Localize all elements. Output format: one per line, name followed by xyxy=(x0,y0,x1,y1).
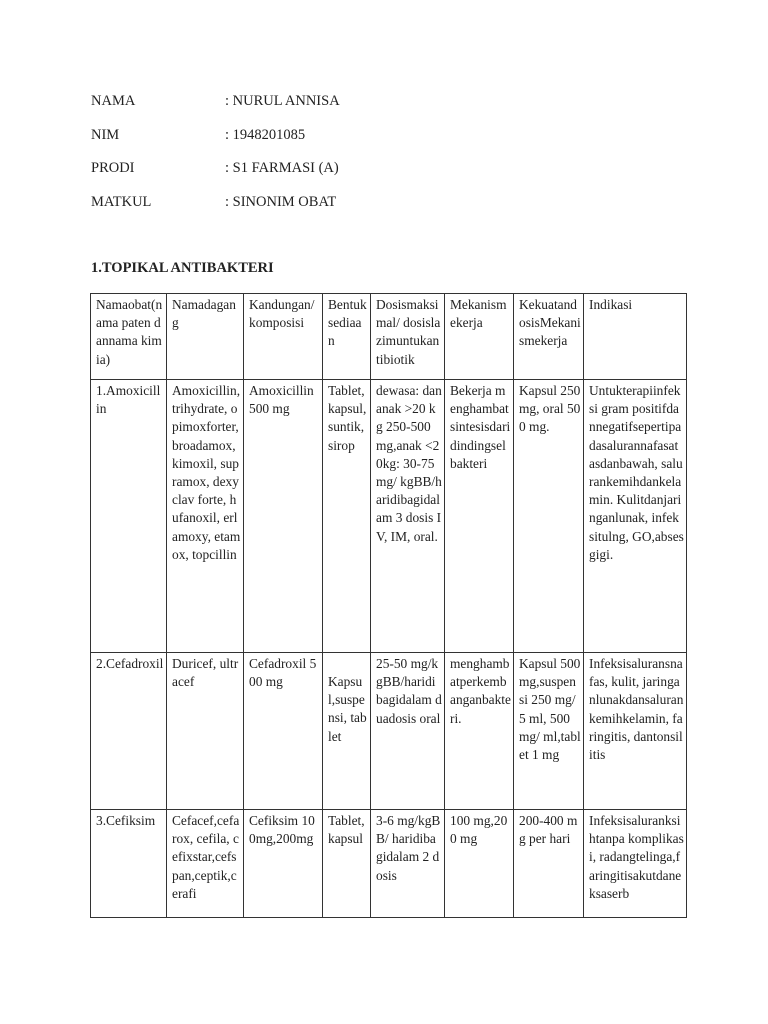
identity-row-matkul xyxy=(91,194,340,228)
cell-kekuatan-dosis: Kapsul 500 mg,suspensi 250 mg/ 5 ml, 500 mg/ ml,tablet 1 mg xyxy=(514,653,584,810)
table-header-row xyxy=(91,294,687,380)
column-header-dosis: Dosismaksimal/ dosislazimuntukantibiotik xyxy=(371,294,445,380)
identity-block xyxy=(91,93,340,227)
identity-row-nama xyxy=(91,93,340,127)
identity-row-nim xyxy=(91,127,340,161)
column-header-bentuk-sediaan: Bentuksediaan xyxy=(323,294,371,380)
nama-value: : NURUL ANNISA xyxy=(225,93,340,109)
matkul-label: MATKUL xyxy=(91,193,152,210)
cell-kekuatan-dosis: 200-400 mg per hari xyxy=(514,810,584,918)
nim-value: : 1948201085 xyxy=(225,126,306,143)
cell-nama-obat: 1.Amoxicillin xyxy=(91,380,167,653)
cell-bentuk-sediaan-text: Kapsul,suspensi, tablet xyxy=(328,674,367,744)
cell-mekanisme: 100 mg,200 mg xyxy=(445,810,514,918)
table-row xyxy=(91,653,687,810)
column-header-nama-obat: Namaobat(nama paten dannama kimia) xyxy=(91,294,167,380)
column-header-mekanisme: Mekanismekerja xyxy=(445,294,514,380)
drug-table xyxy=(90,293,687,918)
identity-row-prodi xyxy=(91,160,340,194)
cell-nama-dagang: Cefacef,cefarox, cefila, cefixstar,cefspan,ceptik,cerafi xyxy=(167,810,244,918)
column-header-kandungan: Kandungan/ komposisi xyxy=(244,294,323,380)
cell-nama-dagang: Amoxicillin, trihydrate, opimoxforter, broadamox, kimoxil, supramox, dexyclav forte, hufanoxil, erlamoxy, etamox, topcillin xyxy=(167,380,244,653)
cell-kandungan: Cefiksim 100mg,200mg xyxy=(244,810,323,918)
cell-indikasi: Infeksisaluransnafas, kulit, jaringanlunakdansalurankemihkelamin, faringitis, dantonsilitis xyxy=(584,653,687,810)
cell-bentuk-sediaan: Tablet, kapsul,suntik, sirop xyxy=(323,380,371,653)
cell-mekanisme: menghambatperkembanganbakteri. xyxy=(445,653,514,810)
section-title: 1.TOPIKAL ANTIBAKTERI xyxy=(91,260,274,276)
nim-label: NIM xyxy=(91,126,120,143)
cell-indikasi: Infeksisaluranksihtanpa komplikasi, radangtelinga,faringitisakutdaneksaserb xyxy=(584,810,687,918)
prodi-value: : S1 FARMASI (A) xyxy=(225,160,339,176)
cell-dosis: 25-50 mg/kgBB/haridibagidalam duadosis oral xyxy=(371,653,445,810)
cell-dosis: 3-6 mg/kgBB/ haridibagidalam 2 dosis xyxy=(371,810,445,918)
cell-bentuk-sediaan xyxy=(323,653,371,810)
cell-mekanisme: Bekerja menghambatsintesisdaridindingselbakteri xyxy=(445,380,514,653)
cell-nama-obat: 2.Cefadroxil xyxy=(91,653,167,810)
column-header-nama-dagang: Namadagang xyxy=(167,294,244,380)
cell-kandungan: Cefadroxil 500 mg xyxy=(244,653,323,810)
table-row xyxy=(91,810,687,918)
cell-kekuatan-dosis: Kapsul 250 mg, oral 500 mg. xyxy=(514,380,584,653)
column-header-kekuatan-dosis: KekuatandosisMekanismekerja xyxy=(514,294,584,380)
column-header-indikasi: Indikasi xyxy=(584,294,687,380)
cell-dosis: dewasa: dananak >20 kg 250-500 mg,anak <20kg: 30-75mg/ kgBB/haridibagidalam 3 dosis IV, IM, oral. xyxy=(371,380,445,653)
table-row xyxy=(91,380,687,653)
nama-label: NAMA xyxy=(91,93,136,109)
cell-nama-dagang: Duricef, ultracef xyxy=(167,653,244,810)
prodi-label: PRODI xyxy=(91,160,135,176)
cell-bentuk-sediaan: Tablet,kapsul xyxy=(323,810,371,918)
matkul-value: : SINONIM OBAT xyxy=(225,193,337,210)
cell-indikasi: Untukterapiinfeksi gram positifdannegatifsepertipadasalurannafasatasdanbawah, salurankemihdankelamin. Kulitdanjaringanlunak, infeksitulng, GO,absesgigi. xyxy=(584,380,687,653)
cell-nama-obat: 3.Cefiksim xyxy=(91,810,167,918)
cell-kandungan: Amoxicillin 500 mg xyxy=(244,380,323,653)
